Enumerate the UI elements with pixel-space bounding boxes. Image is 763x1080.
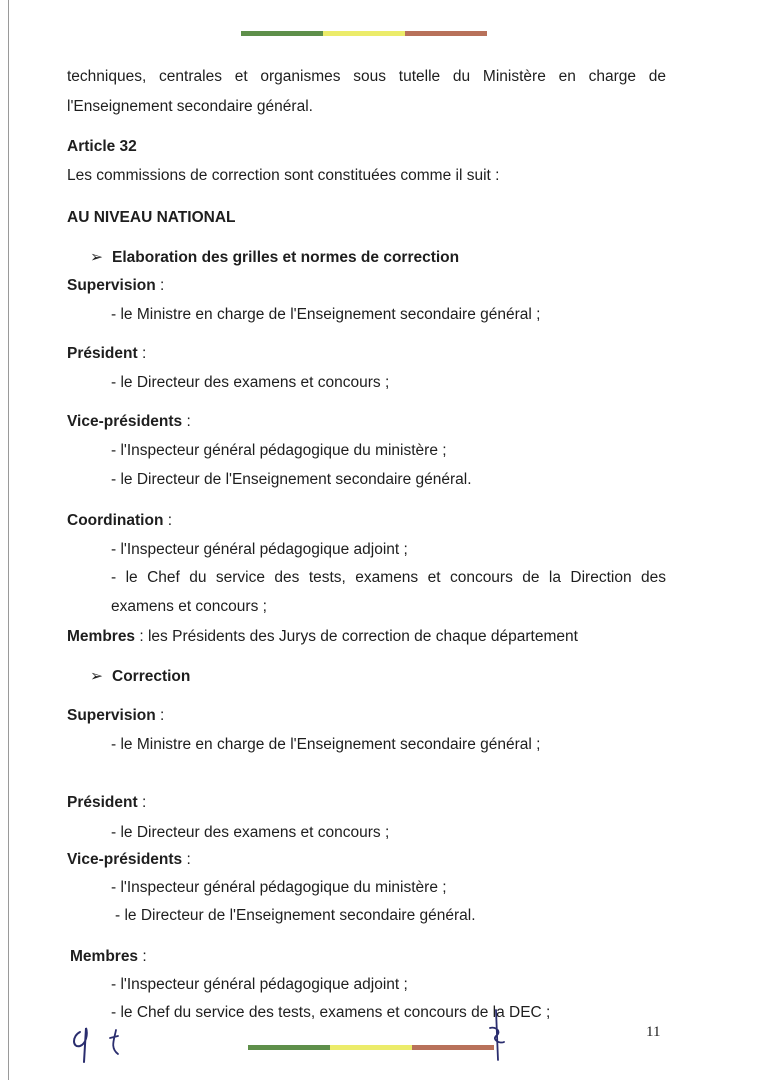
vice-presidents-row (67, 412, 191, 432)
section-title: Elaboration des grilles et normes de correction (112, 249, 460, 266)
president-row (67, 344, 146, 364)
colon: : (137, 794, 147, 811)
list-item: - l'Inspecteur général pédagogique du ministère ; (111, 879, 447, 896)
president-row (67, 793, 146, 813)
flag-band-bottom (248, 1045, 494, 1050)
role-label: Vice-présidents (67, 851, 183, 868)
list-item: - le Ministre en charge de l'Enseignement secondaire général ; (111, 306, 541, 323)
supervision-row (67, 706, 164, 726)
role-label: Membres (70, 948, 139, 965)
arrow-bullet-icon: ➢ (90, 668, 103, 685)
list-item: - le Directeur des examens et concours ; (111, 374, 390, 391)
flag-yellow (330, 1045, 412, 1050)
level-heading: AU NIVEAU NATIONAL (67, 209, 236, 226)
colon: : (155, 277, 165, 294)
flag-band-top (241, 31, 487, 36)
members-row (70, 947, 147, 967)
section-heading-grilles (90, 248, 459, 268)
list-item-continuation: examens et concours ; (111, 598, 267, 615)
colon: : (182, 851, 191, 868)
role-label: Supervision (67, 707, 156, 724)
flag-red (405, 31, 487, 36)
role-label: Membres (67, 628, 136, 645)
list-item: - le Directeur des examens et concours ; (111, 824, 390, 841)
vice-presidents-row (67, 850, 191, 870)
colon: : (137, 345, 147, 362)
list-item: - le Chef du service des tests, examens et concours de la DEC ; (111, 1004, 551, 1021)
margin-rule (8, 0, 9, 1080)
colon: : (163, 512, 173, 529)
coordination-row (67, 511, 172, 531)
section-title: Correction (112, 668, 191, 685)
initials-signature (66, 1018, 138, 1068)
list-item: - le Directeur de l'Enseignement secondaire général. (111, 471, 472, 488)
role-label: Président (67, 345, 138, 362)
list-item: - l'Inspecteur général pédagogique adjoint ; (111, 976, 408, 993)
list-item: - le Chef du service des tests, examens et concours de la Direction des (111, 569, 666, 586)
section-heading-correction (90, 667, 190, 687)
page-number: 11 (646, 1024, 661, 1040)
intro-line-1: techniques, centrales et organismes sous tutelle du Ministère en charge de (67, 68, 666, 85)
paraph-signature (486, 1006, 510, 1066)
flag-green (248, 1045, 330, 1050)
role-label: Coordination (67, 512, 164, 529)
list-item: - l'Inspecteur général pédagogique du ministère ; (111, 442, 447, 459)
role-label: Vice-présidents (67, 413, 183, 430)
colon: : (155, 707, 165, 724)
arrow-bullet-icon: ➢ (90, 249, 103, 266)
colon: : (138, 948, 147, 965)
intro-line-2: l'Enseignement secondaire général. (67, 98, 313, 115)
flag-yellow (323, 31, 405, 36)
article-title: Article 32 (67, 138, 137, 155)
members-text: : les Présidents des Jurys de correction de chaque département (135, 628, 578, 645)
role-label: Supervision (67, 277, 156, 294)
article-text: Les commissions de correction sont constituées comme il suit : (67, 167, 500, 184)
members-row (67, 627, 578, 647)
flag-green (241, 31, 323, 36)
flag-red (412, 1045, 494, 1050)
list-item: - le Directeur de l'Enseignement secondaire général. (115, 907, 476, 924)
supervision-row (67, 276, 164, 296)
colon: : (182, 413, 191, 430)
role-label: Président (67, 794, 138, 811)
list-item: - l'Inspecteur général pédagogique adjoint ; (111, 541, 408, 558)
list-item: - le Ministre en charge de l'Enseignement secondaire général ; (111, 736, 541, 753)
